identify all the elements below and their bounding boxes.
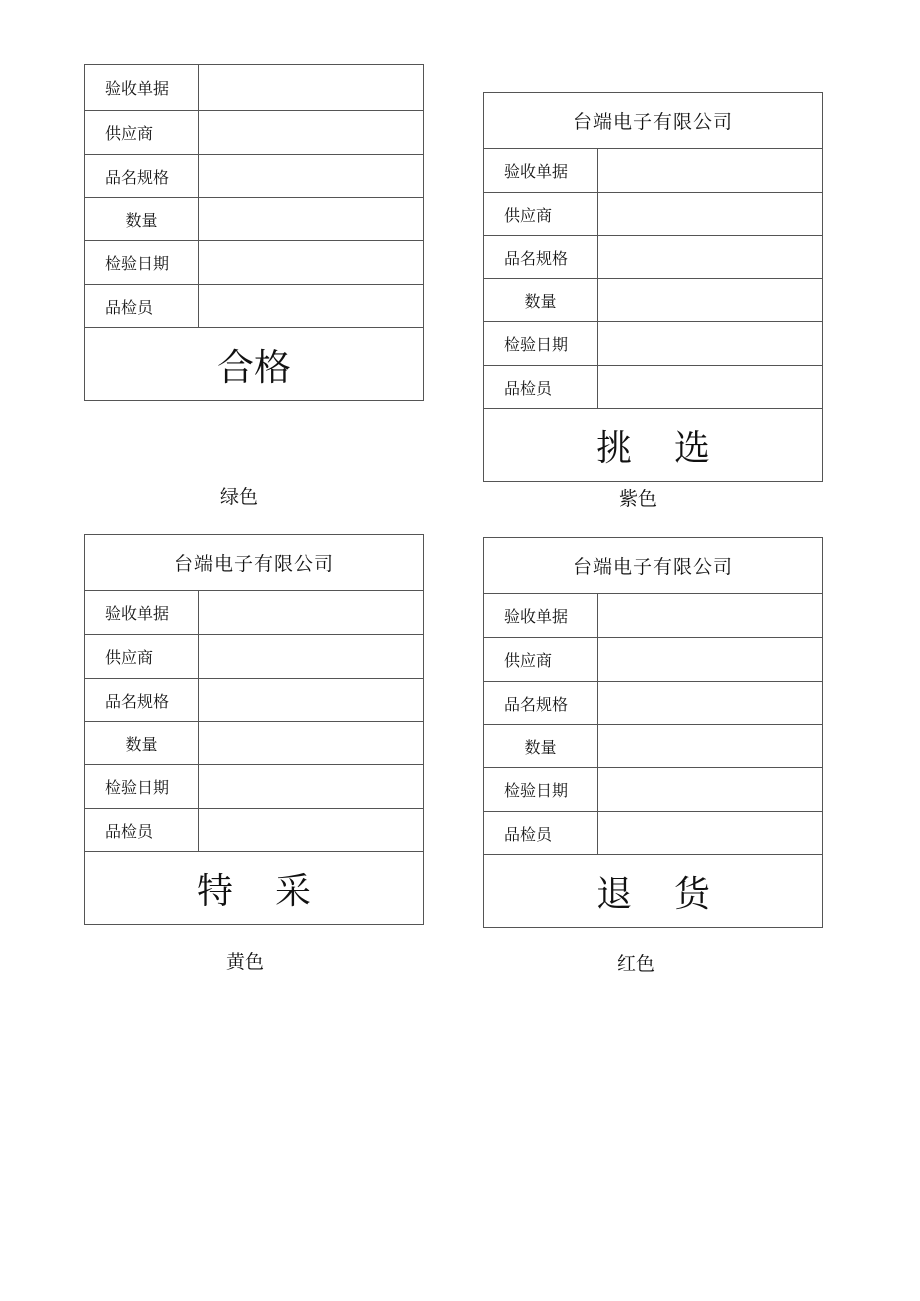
value-spec <box>199 679 423 721</box>
verdict-char-2: 选 <box>674 427 711 469</box>
verdict-char-2: 货 <box>674 873 711 915</box>
label-card-pass <box>84 64 424 401</box>
value-spec <box>598 236 822 278</box>
row-quantity <box>484 725 822 768</box>
row-receipt <box>85 591 423 635</box>
row-inspection-date <box>85 241 423 285</box>
verdict-char-1: 特 <box>196 870 233 912</box>
label-inspection-date: 检验日期 <box>484 322 598 365</box>
label-inspector: 品检员 <box>85 285 199 327</box>
value-inspection-date <box>199 765 423 808</box>
label-spec: 品名规格 <box>85 679 199 721</box>
value-inspector <box>199 809 423 851</box>
value-supplier <box>598 638 822 681</box>
row-receipt <box>85 65 423 111</box>
row-inspector <box>484 366 822 409</box>
row-supplier <box>85 111 423 155</box>
label-supplier: 供应商 <box>484 638 598 681</box>
value-inspection-date <box>598 322 822 365</box>
value-supplier <box>199 635 423 678</box>
label-quantity: 数量 <box>484 279 598 321</box>
label-supplier: 供应商 <box>85 635 199 678</box>
row-inspection-date <box>85 765 423 809</box>
color-caption-yellow: 黄色 <box>226 951 265 973</box>
color-caption-green: 绿色 <box>220 486 259 508</box>
verdict-select <box>484 409 822 481</box>
value-inspector <box>598 812 822 854</box>
label-card-select <box>483 92 823 482</box>
verdict-special <box>85 852 423 924</box>
value-inspector <box>199 285 423 327</box>
color-caption-red: 红色 <box>617 953 656 975</box>
verdict-text: 合格 <box>217 346 291 389</box>
value-receipt <box>598 149 822 192</box>
verdict-char-1: 退 <box>595 873 632 915</box>
row-quantity <box>85 722 423 765</box>
row-inspection-date <box>484 322 822 366</box>
verdict-char-2: 采 <box>275 870 312 912</box>
label-quantity: 数量 <box>484 725 598 767</box>
label-inspection-date: 检验日期 <box>85 765 199 808</box>
row-inspector <box>484 812 822 855</box>
company-name: 台端电子有限公司 <box>85 535 423 591</box>
row-receipt <box>484 594 822 638</box>
label-receipt: 验收单据 <box>85 65 199 110</box>
value-supplier <box>598 193 822 235</box>
label-card-special <box>84 534 424 925</box>
label-spec: 品名规格 <box>85 155 199 197</box>
value-receipt <box>199 65 423 110</box>
value-quantity <box>598 725 822 767</box>
verdict-pass <box>85 328 423 400</box>
label-receipt: 验收单据 <box>484 149 598 192</box>
label-inspection-date: 检验日期 <box>484 768 598 811</box>
label-receipt: 验收单据 <box>484 594 598 637</box>
row-spec <box>484 682 822 725</box>
verdict-char-1: 挑 <box>595 427 632 469</box>
value-receipt <box>199 591 423 634</box>
label-quantity: 数量 <box>85 198 199 240</box>
row-spec <box>85 155 423 198</box>
company-name: 台端电子有限公司 <box>484 93 822 149</box>
row-inspector <box>85 809 423 852</box>
row-quantity <box>484 279 822 322</box>
value-quantity <box>598 279 822 321</box>
row-spec <box>484 236 822 279</box>
value-inspector <box>598 366 822 408</box>
label-supplier: 供应商 <box>484 193 598 235</box>
label-inspection-date: 检验日期 <box>85 241 199 284</box>
row-inspection-date <box>484 768 822 812</box>
row-supplier <box>484 193 822 236</box>
label-inspector: 品检员 <box>484 812 598 854</box>
row-quantity <box>85 198 423 241</box>
label-spec: 品名规格 <box>484 682 598 724</box>
value-spec <box>598 682 822 724</box>
label-card-return <box>483 537 823 928</box>
color-caption-purple: 紫色 <box>619 488 658 510</box>
label-inspector: 品检员 <box>85 809 199 851</box>
value-inspection-date <box>199 241 423 284</box>
value-quantity <box>199 198 423 240</box>
value-quantity <box>199 722 423 764</box>
row-spec <box>85 679 423 722</box>
row-supplier <box>85 635 423 679</box>
label-quantity: 数量 <box>85 722 199 764</box>
verdict-return <box>484 855 822 927</box>
label-spec: 品名规格 <box>484 236 598 278</box>
company-name: 台端电子有限公司 <box>484 538 822 594</box>
value-receipt <box>598 594 822 637</box>
label-receipt: 验收单据 <box>85 591 199 634</box>
label-supplier: 供应商 <box>85 111 199 154</box>
row-inspector <box>85 285 423 328</box>
value-spec <box>199 155 423 197</box>
row-receipt <box>484 149 822 193</box>
value-supplier <box>199 111 423 154</box>
value-inspection-date <box>598 768 822 811</box>
label-inspector: 品检员 <box>484 366 598 408</box>
row-supplier <box>484 638 822 682</box>
